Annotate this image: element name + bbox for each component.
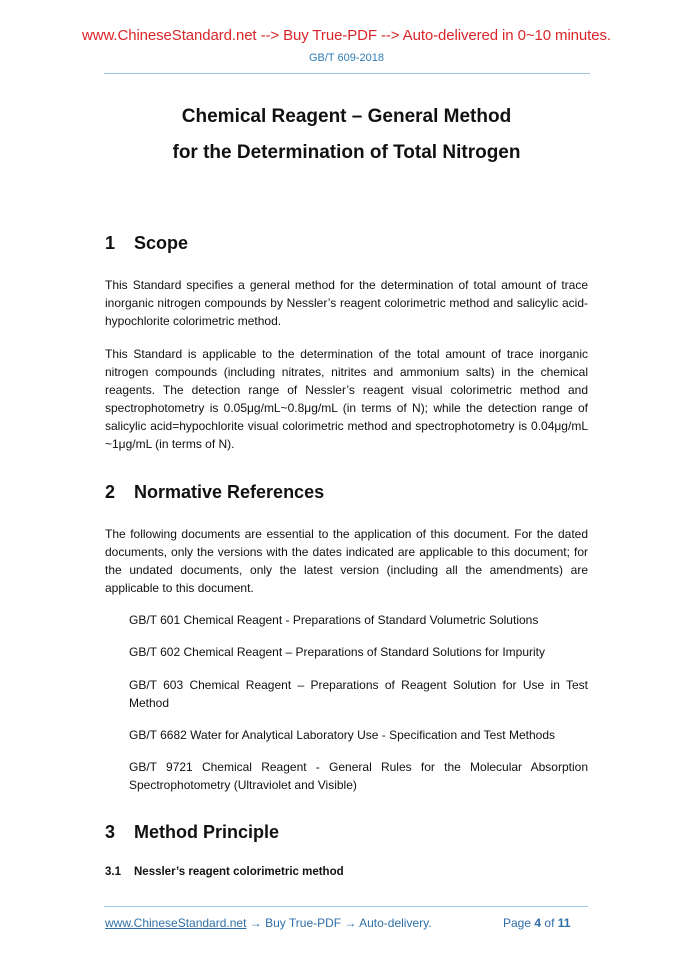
- footer-promo: [105, 916, 432, 930]
- reference-item: GB/T 603 Chemical Reagent – Preparations of Reagent Solution for Use in Test Method: [129, 678, 588, 710]
- reference-item: GB/T 602 Chemical Reagent – Preparations of Standard Solutions for Impurity: [129, 645, 545, 659]
- page-of-label: of: [544, 916, 555, 930]
- page-total: 11: [557, 916, 571, 930]
- reference-item: GB/T 6682 Water for Analytical Laboratory Use - Specification and Test Methods: [129, 728, 555, 742]
- subsection-heading-nessler: [105, 866, 344, 878]
- section-title: Normative References: [134, 482, 325, 502]
- section-heading-scope: [105, 233, 188, 254]
- section-heading-normative-references: [105, 482, 324, 503]
- subsection-title: Nessler’s reagent colorimetric method: [134, 866, 344, 878]
- document-title: [0, 99, 693, 171]
- title-line-2: for the Determination of Total Nitrogen: [172, 142, 521, 163]
- footer-divider: [104, 906, 588, 907]
- normative-references-intro: The following documents are essential to the application of this document. For the dated documents, only the versions with the dates indicated are applicable to this document; for the undated documents, only the latest version (including all the amendments) are applicable to this document.: [105, 527, 588, 595]
- section-heading-method-principle: [105, 822, 279, 843]
- reference-item: GB/T 601 Chemical Reagent - Preparations of Standard Volumetric Solutions: [129, 613, 539, 627]
- section-title: Method Principle: [134, 822, 280, 842]
- subsection-number: 3.1: [105, 866, 121, 878]
- promo-banner[interactable]: www.ChineseStandard.net --> Buy True-PDF --> Auto-delivered in 0~10 minutes.: [82, 27, 611, 44]
- section-number: 1: [105, 233, 116, 253]
- scope-paragraph-2: This Standard is applicable to the determination of the total amount of trace inorganic nitrogen compounds (including nitrates, nitrites and ammonium salts) in the chemical reagents. The detection range of Nessler’s reagent visual colorimetric method and spectrophotometry is 0.05μg/mL~0.8μg/mL (in terms of N); while the detection range of salicylic acid=hypochlorite visual colorimetric method and spectrophotometry is 0.04μg/mL ~1μg/mL (in terms of N).: [105, 347, 588, 451]
- standard-code: GB/T 609-2018: [308, 52, 384, 64]
- page-indicator: [503, 916, 570, 930]
- section-title: Scope: [134, 233, 189, 253]
- section-number: 3: [105, 822, 116, 842]
- header-divider: [104, 73, 590, 74]
- title-line-1: Chemical Reagent – General Method: [181, 106, 512, 127]
- scope-paragraph-1: This Standard specifies a general method for the determination of total amount of trace inorganic nitrogen compounds by Nessler’s reagent colorimetric method and salicylic acid-hypochlorite colorimetric method.: [105, 278, 588, 328]
- page-current: 4: [534, 916, 542, 930]
- footer-promo-text: → Buy True-PDF → Auto-delivery.: [246, 916, 432, 930]
- section-number: 2: [105, 482, 116, 502]
- page-label: Page: [503, 916, 532, 930]
- reference-item: GB/T 9721 Chemical Reagent - General Rules for the Molecular Absorption Spectrophotometry (Ultraviolet and Visible): [129, 760, 588, 792]
- footer-site-link[interactable]: www.ChineseStandard.net: [105, 916, 247, 930]
